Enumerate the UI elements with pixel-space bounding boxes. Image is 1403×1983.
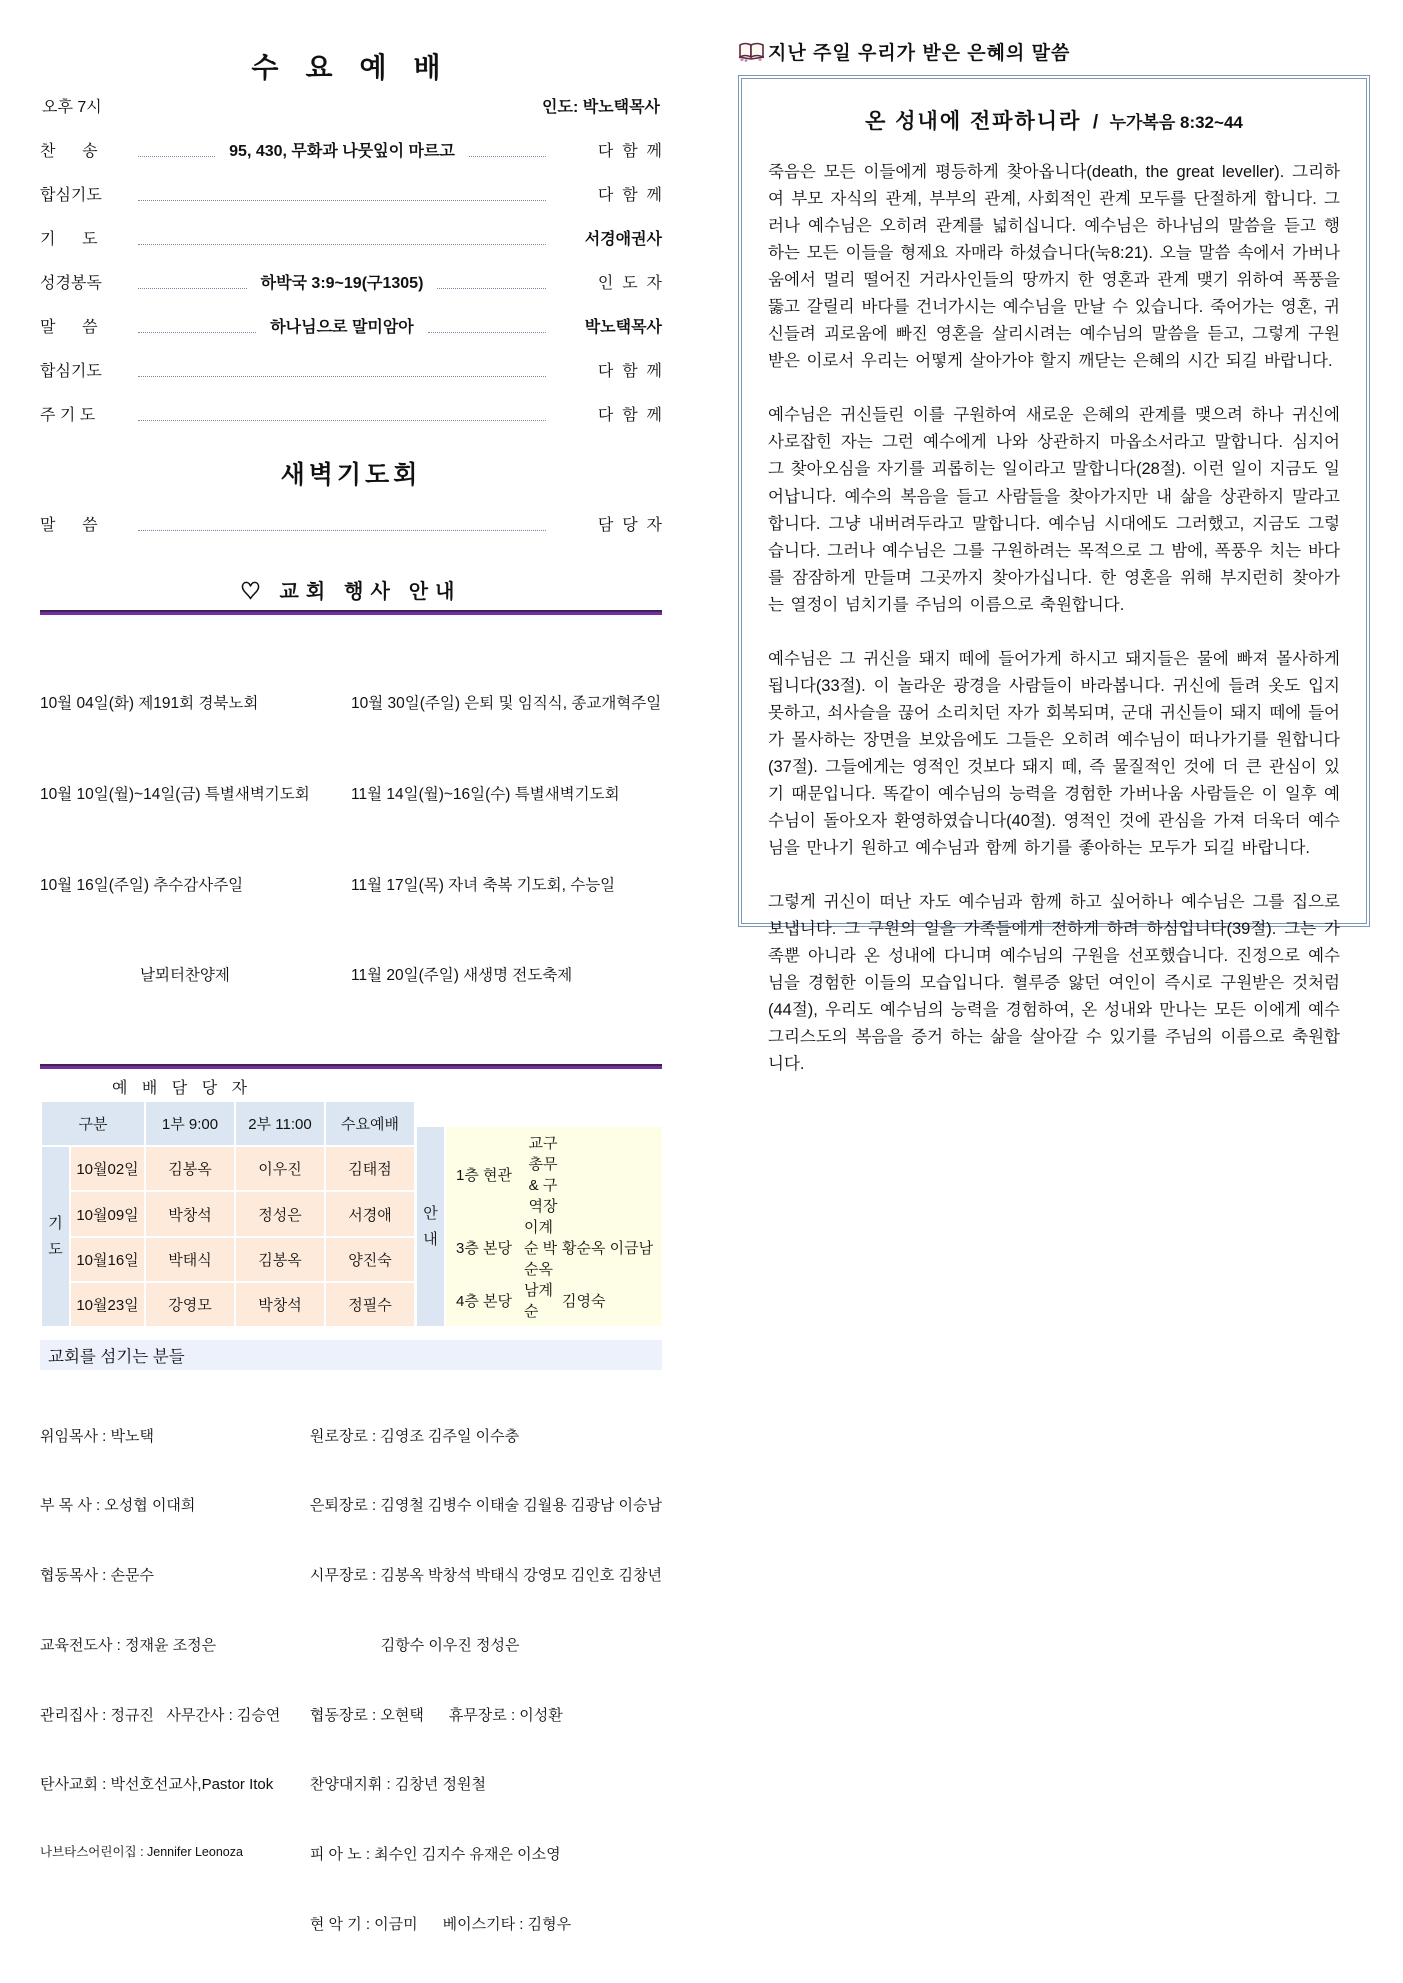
event-item: 날뫼터찬양제 <box>140 967 230 985</box>
servant-line: 원로장로 : 김영조 김주일 이수충 <box>309 1427 520 1445</box>
sermon-paragraph: 그렇게 귀신이 떠난 자도 예수님과 함께 하고 싶어하나 예수님은 그를 집으로 보냅니다. 그 구원의 일을 가족들에게 전하게 하려 하심입니다(39절). 그는 가족뿐 아니라 온 성내에 다니며 예수님의 구원을 선포했습니다. 진정으로 예수님을 경험한 이들의 모습입니다. 혈루증 앓던 여인이 즉시로 구원받은 것처럼(44절), 우리도 예수님의 능력을 경험하여, 온 성내와 만나는 모든 이에게 예수 그리스도의 복음을 증거 하는 삶을 살아갈 수 있기를 주님의 이름으로 축원합니다. <box>768 893 1340 1074</box>
table-cell: 10월23일 <box>71 1283 144 1326</box>
servant-line: 위임목사 : 박노택 <box>40 1427 154 1445</box>
servant-line: 관리집사 : 정규진 사무간사 : 김승연 <box>40 1706 281 1724</box>
row-label: 성경봉독 <box>40 275 102 292</box>
guide-place: 3층 본당 <box>456 1240 512 1258</box>
servants-section-title: 교회를 섬기는 분들 <box>40 1340 662 1370</box>
event-item: 11월 20일(주일) 새생명 전도축제 <box>351 967 573 985</box>
table-row <box>42 1192 414 1235</box>
row-label: 찬 송 <box>40 143 98 160</box>
table-cell: 김봉옥 <box>146 1147 234 1190</box>
open-book-icon <box>738 41 765 62</box>
servant-line: 나브타스어린이집 : Jennifer Leonoza <box>40 1845 243 1860</box>
service-time: 오후 7시 <box>42 99 102 116</box>
purple-divider-bottom <box>40 1064 662 1069</box>
row-center: 95, 430, 무화과 나뭇잎이 마르고 <box>229 143 455 160</box>
guide-row <box>456 1132 654 1216</box>
guide-place: 1층 현관 <box>456 1166 512 1184</box>
dotted-leader <box>138 321 256 333</box>
row-label: 말 씀 <box>40 319 98 336</box>
table-cell: 10월09일 <box>71 1192 144 1235</box>
row-label: 합심기도 <box>40 363 102 380</box>
servant-line: 부 목 사 : 오성협 이대희 <box>40 1497 196 1515</box>
assignments-block <box>40 1100 662 1328</box>
guide-row <box>456 1216 654 1279</box>
dotted-leader <box>138 145 215 157</box>
service-meta-row <box>42 94 660 117</box>
row-right: 다 함 께 <box>597 363 662 380</box>
guide-panel <box>446 1127 662 1326</box>
service-row-prayer-together <box>40 182 662 205</box>
right-page <box>738 0 1370 1074</box>
table-row <box>42 1283 414 1326</box>
row-right: 서경애권사 <box>584 231 662 248</box>
row-right: 인 도 자 <box>597 275 663 292</box>
row-right: 담 당 자 <box>597 517 662 534</box>
dotted-leader <box>469 145 546 157</box>
table-cell: 10월02일 <box>71 1147 144 1190</box>
grace-message-header <box>738 38 1370 65</box>
header-cell: 2부 11:00 <box>236 1102 324 1145</box>
sermon-paragraph: 예수님은 귀신들린 이를 구원하여 새로운 은혜의 관계를 맺으려 하나 귀신에 사로잡힌 자는 그런 예수에게 나와 상관하지 마옵소서라고 말합니다. 심지어 그 찾아오심을 자기를 괴롭히는 일이라고 말합니다(28절). 이런 일이 지금도 일어납니다. 예수의 복음을 들고 사람들을 찾아가지만 내 삶을 상관하지 말라고 합니다. 그냥 내버려두라고 말합니다. 예수님 시대에도 그러했고, 지금도 그렇습니다. 그러나 예수님은 그를 구원하려는 목적으로 그 밤에, 폭풍우 치는 바다를 잠잠하게 만들며 그곳까지 찾아가십니다. 한 영혼을 위해 부지런히 찾아가는 열정이 넘치기를 주님의 이름으로 축원합니다. <box>768 406 1340 614</box>
event-item: 10월 30일(주일) 은퇴 및 임직식, 종교개혁주일 <box>351 695 662 713</box>
row-label: 주 기 도 <box>40 407 96 424</box>
servant-line: 협동장로 : 오현택 휴무장로 : 이성환 <box>309 1706 563 1724</box>
guide-names: 남계순 <box>524 1282 553 1321</box>
dawn-prayer-title: 새벽기도회 <box>280 462 422 489</box>
table-cell: 박창석 <box>236 1283 324 1326</box>
row-label: 기 도 <box>40 231 98 248</box>
sermon-title: 온 성내에 전파하니라 <box>865 110 1082 133</box>
dawn-sermon-row <box>40 512 662 535</box>
title-separator: / <box>1092 112 1099 133</box>
servant-line: 찬양대지휘 : 김창년 정원철 <box>309 1776 486 1794</box>
table-cell: 이우진 <box>236 1147 324 1190</box>
service-row-sermon <box>40 314 662 337</box>
row-center: 하나님으로 말미암아 <box>270 319 414 336</box>
service-leader: 인도: 박노택목사 <box>542 99 660 116</box>
service-row-hymn <box>40 138 662 161</box>
service-row-prayer-together-2 <box>40 358 662 381</box>
guide-names: 김영숙 <box>562 1292 606 1310</box>
servant-line: 김항수 이우진 정성은 <box>309 1636 520 1654</box>
event-item: 11월 17일(목) 자녀 축복 기도회, 수능일 <box>351 876 616 894</box>
event-item: 10월 04일(화) 제191회 경북노회 <box>40 695 259 713</box>
table-cell: 정성은 <box>236 1192 324 1235</box>
table-cell: 양진숙 <box>326 1238 414 1281</box>
table-row <box>42 1238 414 1281</box>
guide-block <box>417 1100 662 1328</box>
table-cell: 박태식 <box>146 1238 234 1281</box>
sermon-title-row <box>768 105 1340 135</box>
dotted-leader <box>437 277 546 289</box>
scripture-reference: 누가복음 8:32~44 <box>1109 113 1243 132</box>
grace-message-title: 지난 주일 우리가 받은 은혜의 말씀 <box>768 43 1071 64</box>
row-right: 다 함 께 <box>597 407 662 424</box>
purple-divider-top <box>40 610 662 615</box>
sermon-paragraph: 예수님은 그 귀신을 돼지 떼에 들어가게 하시고 돼지들은 물에 빠져 몰사하게 됩니다(33절). 이 놀라운 광경을 사람들이 바라봅니다. 귀신에 들려 옷도 입지 못하고, 쇠사슬을 끊어 소리치던 자가 회복되며, 군대 귀신들이 돼지 떼에 들어가 몰사하는 장면을 보았음에도 그들은 오히려 예수님이 떠나가기를 원합니다(37절). 그들에게는 영적인 것보다 돼지 떼, 즉 물질적인 것에 더 큰 관심이 있기 때문입니다. 똑같이 예수님의 능력을 경험한 가버나움 사람들은 이 일후 예수님이 돌아오자 환영하였습니다(40절). 영적인 것에 관심을 가져 더욱더 예수님을 만나기 원하고 예수님과 함께 하기를 좋아하는 모두가 되길 바랍니다. <box>768 649 1340 858</box>
servant-line: 교육전도사 : 정재윤 조정은 <box>40 1636 217 1654</box>
assignments-title: 예 배 담 당 자 <box>112 1080 253 1098</box>
dotted-leader <box>428 321 546 333</box>
events-section-title: ♡ 교회 행사 안내 <box>240 581 462 603</box>
servant-line: 피 아 노 : 최수인 김지수 유재은 이소영 <box>309 1846 561 1864</box>
dotted-leader <box>138 409 546 421</box>
servant-line: 탄사교회 : 박선호선교사,Pastor Itok <box>40 1776 274 1794</box>
servants-column-left <box>40 1378 310 1983</box>
header-cell: 구분 <box>42 1102 144 1145</box>
servants-list <box>40 1378 662 1983</box>
row-center: 하박국 3:9~19(구1305) <box>260 275 424 292</box>
guide-row <box>456 1279 654 1321</box>
table-header-row <box>42 1102 414 1145</box>
dotted-leader <box>138 519 546 531</box>
row-right: 다 함 께 <box>597 143 663 160</box>
service-row-lords-prayer <box>40 402 662 425</box>
event-item: 11월 14일(월)~16일(수) 특별새벽기도회 <box>351 786 620 804</box>
events-list <box>40 629 662 1052</box>
servant-line: 시무장로 : 김봉옥 박창석 박태식 강영모 김인호 김창년 <box>309 1567 662 1585</box>
guide-names: 황순옥 이금남 <box>562 1240 654 1258</box>
wednesday-service-title: 수 요 예 배 <box>251 53 451 84</box>
guide-names: 교구총무 & 구역장 <box>528 1135 558 1216</box>
service-row-scripture <box>40 270 662 293</box>
left-page <box>40 0 663 1933</box>
servants-column-right <box>310 1378 662 1983</box>
row-right: 다 함 께 <box>597 187 662 204</box>
table-cell: 김봉옥 <box>236 1238 324 1281</box>
guide-group-label: 안내 <box>417 1127 444 1326</box>
dotted-leader <box>138 189 546 201</box>
table-cell: 10월16일 <box>71 1238 144 1281</box>
servant-line: 은퇴장로 : 김영철 김병수 이태술 김월용 김광남 이승남 <box>309 1497 662 1515</box>
table-cell: 서경애 <box>326 1192 414 1235</box>
service-row-prayer <box>40 226 662 249</box>
table-cell: 정필수 <box>326 1283 414 1326</box>
table-cell: 김태점 <box>326 1147 414 1190</box>
guide-place: 4층 본당 <box>456 1292 512 1310</box>
event-item: 10월 10일(월)~14일(금) 특별새벽기도회 <box>40 786 310 804</box>
header-cell: 1부 9:00 <box>146 1102 234 1145</box>
table-cell: 강영모 <box>146 1283 234 1326</box>
table-row <box>42 1147 414 1190</box>
table-cell: 박창석 <box>146 1192 234 1235</box>
header-cell: 수요예배 <box>326 1102 414 1145</box>
dotted-leader <box>138 233 546 245</box>
event-item: 10월 16일(주일) 추수감사주일 <box>40 876 244 894</box>
sermon-box-inner <box>741 78 1367 1074</box>
servant-line: 협동목사 : 손문수 <box>40 1567 154 1585</box>
events-column-left <box>40 629 351 1052</box>
guide-body <box>417 1127 662 1328</box>
row-right: 박노택목사 <box>584 319 662 336</box>
sermon-paragraph: 죽음은 모든 이들에게 평등하게 찾아옵니다(death, the great leveller). 그리하여 부모 자식의 관계, 부부의 관계, 사회적인 관계 모두를 단절하게 합니다. 그러나 예수님은 오히려 관계를 넓히십니다. 예수님은 하나님의 말씀을 듣고 행하는 모든 이들을 형제요 자매라 하셨습니다(눅8:21). 오늘 말씀 속에서 가버나움에서 멀리 떨어진 거라사인들의 땅까지 한 영혼과 관계 맺기 위하여 폭풍을 뚫고 갈릴리 바다를 건너가시는 예수님을 만날 수 있습니다. 죽어가는 영혼, 귀신들려 괴로움에 빠진 영혼을 살리시려는 예수님의 말씀을 듣고, 그렇게 구원받은 이로서 우리는 어떻게 살아가야 할지 깨닫는 은혜의 시간 되길 바랍니다. <box>768 163 1340 371</box>
dotted-leader <box>138 277 247 289</box>
sermon-box <box>738 75 1370 1074</box>
guide-names: 이계순 박순옥 <box>524 1219 558 1279</box>
row-group-label: 기도 <box>42 1147 69 1326</box>
events-column-right <box>351 629 662 1052</box>
row-label: 합심기도 <box>40 187 102 204</box>
assignments-table <box>40 1100 416 1328</box>
servant-line: 현 악 기 : 이금미 베이스기타 : 김형우 <box>309 1915 572 1933</box>
dotted-leader <box>138 365 546 377</box>
row-label: 말 씀 <box>40 517 98 534</box>
guide-spacer <box>417 1100 662 1127</box>
